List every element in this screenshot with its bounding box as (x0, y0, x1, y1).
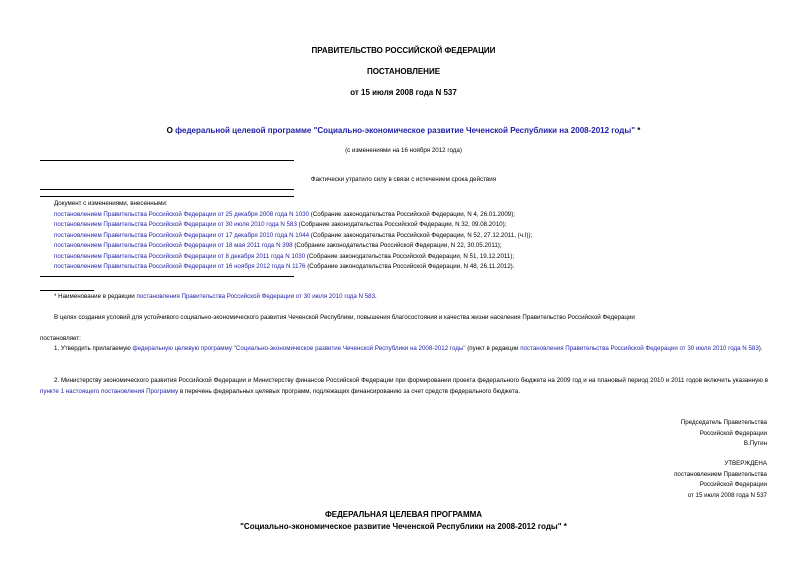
change-item (54, 262, 514, 273)
point-1-prefix: 1. Утвердить прилагаемую (54, 345, 133, 352)
approved-label: УТВЕРЖДЕНА (724, 460, 767, 467)
program-link[interactable]: федеральную целевую программу "Социально-экономическое развитие Чеченской Республики на 2008-2012 годы" (132, 345, 466, 352)
point-2 (40, 376, 768, 397)
change-item (54, 220, 506, 231)
doc-date-number: от 15 июля 2008 года N 537 (350, 88, 457, 97)
point-1-middle: (пункт в редакции (465, 345, 521, 352)
footnote (54, 292, 377, 303)
divider (40, 189, 294, 190)
program-name: "Социально-экономическое развитие Чеченской Республики на 2008-2012 годы" * (240, 522, 567, 531)
change-link[interactable]: постановлением Правительства Российской Федерации от 30 июля 2010 года N 583 (54, 221, 297, 228)
footnote-prefix: * Наименование в редакции (54, 293, 137, 300)
program-reference-link[interactable]: Программу (146, 387, 179, 395)
title-program-link[interactable]: федеральной целевой программе "Социально-экономическое развитие Чеченской Республики на 2008-2012 годы" (175, 126, 635, 135)
footnote-suffix: . (375, 293, 377, 300)
change-source: (Собрание законодательства Российской Федерации, N 32, 09.08.2010); (296, 221, 507, 228)
point-1 (40, 344, 768, 355)
change-source: (Собрание законодательства Российской Федерации, N 22, 30.05.2011); (292, 242, 502, 249)
point-1-suffix: ). (758, 345, 763, 352)
edition-note: (с изменениями на 16 ноября 2012 года) (345, 147, 462, 154)
status-note: Фактически утратило силу в связи с истечением срока действия (310, 176, 497, 183)
signature-country: Российской Федерации (699, 429, 767, 437)
change-item (54, 252, 514, 263)
change-link[interactable]: постановлением Правительства Российской Федерации от 25 декабря 2008 года N 1030 (54, 210, 310, 218)
change-item (54, 210, 515, 221)
change-source: (Собрание законодательства Российской Федерации, N 4, 26.01.2009); (309, 210, 516, 218)
change-source: (Собрание законодательства Российской Федерации, N 48, 26.11.2012). (305, 263, 515, 270)
program-heading: ФЕДЕРАЛЬНАЯ ЦЕЛЕВАЯ ПРОГРАММА (324, 510, 483, 519)
amendment-link[interactable]: постановления Правительства Российской Федерации от 30 июля 2010 года N 583 (520, 345, 759, 352)
doc-type-heading: ПОСТАНОВЛЕНИЕ (366, 67, 441, 76)
change-source: (Собрание законодательства Российской Федерации, N 52, 27.12.2011, (ч.I)); (309, 231, 533, 239)
change-link[interactable]: постановлением Правительства Российской Федерации от 18 мая 2011 года N 398 (54, 242, 293, 249)
title-suffix: * (634, 126, 641, 135)
change-link[interactable]: постановлением Правительства Российской Федерации от 16 ноября 2012 года N 1176 (54, 263, 306, 270)
approved-by: постановлением Правительства (674, 470, 767, 478)
change-source: (Собрание законодательства Российской Федерации, N 51, 19.12.2011); (305, 252, 515, 260)
changes-intro: Документ с изменениями, внесенными: (54, 200, 168, 207)
footnote-link[interactable]: постановления Правительства Российской Федерации от 30 июля 2010 года N 583 (136, 293, 376, 300)
approved-date: от 15 июля 2008 года N 537 (687, 491, 767, 499)
government-heading: ПРАВИТЕЛЬСТВО РОССИЙСКОЙ ФЕДЕРАЦИИ (311, 46, 496, 55)
change-item (54, 231, 532, 242)
preamble: В целях создания условий для устойчивого социально-экономического развития Чеченской Республики, повышения благосостояния и качества жизни населения Правительство Российской Федерации (54, 314, 635, 321)
decides: постановляет: (40, 335, 81, 342)
point-reference-link[interactable]: пункте 1 настоящего постановления (40, 387, 145, 395)
approved-country: Российской Федерации (699, 481, 767, 488)
divider (40, 276, 294, 277)
signature-name: В.Путин (743, 440, 767, 447)
change-link[interactable]: постановлением Правительства Российской Федерации от 8 декабря 2011 года N 1030 (54, 252, 306, 260)
document-title (0, 126, 807, 135)
signature-title: Председатель Правительства (680, 419, 767, 426)
point-2-prefix: 2. Министерству экономического развития Российской Федерации и Министерству финансов Российской Федерации при формировании проекта федерального бюджета на 2009 год и на плановый период 2010 и 2011 годов включить указанную в (54, 377, 768, 384)
change-item (54, 241, 502, 252)
footnote-divider (40, 290, 94, 291)
divider (40, 160, 294, 161)
title-prefix: О (166, 126, 176, 135)
divider (40, 196, 294, 197)
change-link[interactable]: постановлением Правительства Российской Федерации от 17 декабря 2010 года N 1044 (54, 231, 310, 239)
point-2-suffix: в перечень федеральных целевых программ, подлежащих финансированию за счет средств федерального бюджета. (178, 387, 520, 395)
